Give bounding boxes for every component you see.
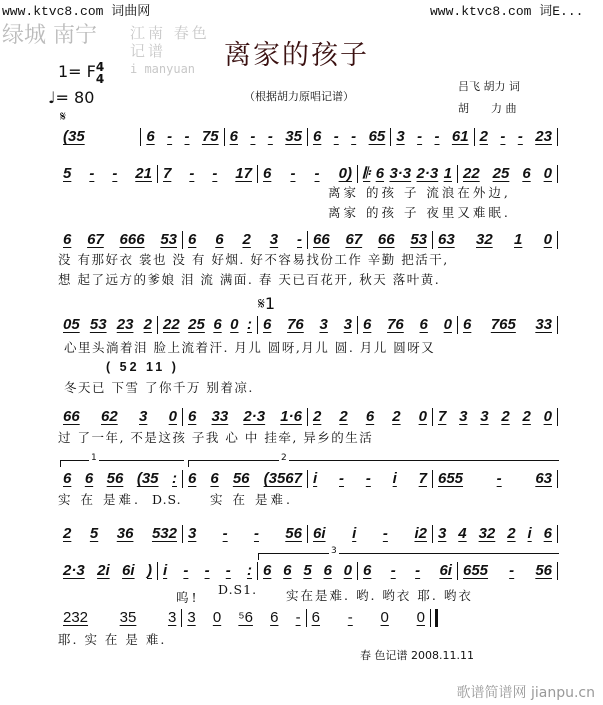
note-group: 6i: [313, 525, 326, 542]
note-group: 0: [212, 609, 222, 626]
note-group: 2: [313, 408, 322, 425]
measure: [458, 316, 557, 334]
note-group: -: [415, 562, 421, 579]
lyric-line: 实在是难. 哟. 哟衣 耶. 哟衣: [286, 588, 473, 603]
note-group: 5: [89, 525, 99, 542]
note-group: -: [253, 525, 259, 542]
note-group: -: [184, 128, 190, 145]
note-group: 6: [522, 165, 531, 182]
measure: [58, 562, 157, 580]
ds1-mark: D.S1.: [218, 582, 258, 597]
note-group: ): [146, 562, 152, 579]
volta-2-label: 2: [281, 453, 287, 463]
note-group: 6: [84, 470, 94, 487]
note-group: 666: [119, 231, 145, 248]
measure: [307, 609, 430, 627]
note-group: 21: [135, 165, 152, 182]
note-group: 25: [492, 165, 510, 182]
note-group: -: [434, 128, 440, 145]
barline: [430, 609, 438, 627]
note-group: 3: [269, 231, 279, 248]
note-group: -: [500, 128, 506, 145]
note-group: 655: [463, 562, 489, 579]
note-group: 2: [392, 408, 401, 425]
note-group: 67: [345, 231, 363, 248]
note-group: 3: [438, 525, 447, 542]
note-group: 6: [270, 609, 279, 626]
time-signature: [96, 61, 104, 85]
note-group: -: [267, 128, 273, 145]
note-group: 2·3: [63, 562, 85, 579]
lyric-line: 心里头淌着泪 脸上流着汗. 月儿 圆呀,月儿 圆. 月儿 圆呀又: [64, 340, 436, 355]
measure: [433, 525, 557, 543]
measure: [182, 609, 305, 627]
note-group: 0: [168, 408, 177, 425]
measure: [58, 525, 182, 543]
note-group: -: [167, 128, 173, 145]
note-group: 0: [543, 231, 552, 248]
note-group: 765: [490, 316, 516, 333]
note-group: -: [347, 609, 353, 626]
note-group: 532: [151, 525, 177, 542]
note-group: 6: [213, 316, 222, 333]
key-text: 1= F: [58, 62, 96, 81]
note-group: 1·6: [280, 408, 302, 425]
lyric-line: 想 起了远方的爹娘 泪 流 满面. 春 天已百花开, 秋天 落叶黄.: [58, 272, 441, 287]
note-group: (35: [136, 470, 159, 487]
measure: [183, 231, 307, 249]
barline: [557, 316, 558, 334]
note-group: 76: [287, 316, 304, 333]
note-group: i: [392, 470, 397, 487]
barline: [557, 408, 558, 426]
note-group: 5: [303, 562, 312, 579]
note-group: 232: [63, 609, 89, 626]
measure: [308, 525, 432, 543]
note-group: 3: [343, 316, 352, 333]
note-group: 56: [535, 562, 552, 579]
notation-row: [58, 316, 558, 334]
note-group: 53: [410, 231, 427, 248]
lyric-line: 呜!: [176, 590, 200, 605]
measure: [458, 165, 557, 183]
note-group: 7: [438, 408, 447, 425]
note-group: 25: [188, 316, 205, 333]
notation-row: [58, 231, 558, 249]
measure: [358, 316, 457, 334]
note-group: -: [496, 470, 502, 487]
barline: [557, 470, 558, 488]
measure: [58, 609, 181, 627]
note-group: (3567: [263, 470, 302, 487]
note-group: 3: [188, 525, 197, 542]
note-group: -: [517, 128, 523, 145]
note-group: 63: [438, 231, 455, 248]
note-group: 6: [543, 525, 552, 542]
note-group: 6: [375, 165, 385, 182]
lyric-line: 离家 的孩 子 夜里又难眠.: [328, 205, 511, 220]
note-group: i: [163, 562, 168, 579]
note-group: 6: [263, 562, 272, 579]
note-group: 𝄆: [363, 165, 371, 182]
note-group: 0: [443, 316, 452, 333]
note-group: 75: [201, 128, 219, 145]
tempo-mark: ♩= 80: [48, 88, 95, 107]
note-group: 32: [478, 525, 496, 542]
measure: [475, 128, 557, 146]
note-group: -: [297, 231, 302, 248]
key-signature: [58, 60, 104, 85]
note-group: 3: [396, 128, 405, 145]
note-group: :: [247, 316, 252, 333]
watermark-bottom[interactable]: 歌谱简谱网 jianpu.cn: [456, 685, 595, 701]
note-group: 35: [119, 609, 137, 626]
watermark-latin: i manyuan: [130, 62, 196, 76]
volta-1-label: 1: [91, 453, 97, 463]
measure: [183, 408, 307, 426]
paren-notes: ( 52 11 ): [106, 360, 179, 374]
note-group: 6: [323, 562, 332, 579]
note-group: 2: [242, 231, 251, 248]
note-group: 0: [380, 609, 389, 626]
note-group: 22: [163, 316, 180, 333]
note-group: 05: [63, 316, 80, 333]
volta-3-label: 3: [331, 546, 337, 556]
note-group: 53: [160, 231, 177, 248]
barline: [557, 562, 558, 580]
note-group: 6: [188, 231, 197, 248]
measure: [458, 562, 557, 580]
volta-2: [188, 453, 559, 467]
barline: [557, 525, 558, 543]
notation-row: [58, 408, 558, 426]
note-group: 33: [535, 316, 552, 333]
note-group: 22: [463, 165, 480, 182]
measure: [258, 165, 357, 183]
notation-row: [58, 562, 558, 580]
note-group: -: [189, 165, 195, 182]
note-group: 3: [187, 609, 196, 626]
composer-credit: 胡 力 曲: [458, 102, 517, 115]
note-group: 23: [116, 316, 134, 333]
measure: [433, 408, 557, 426]
measure: [225, 128, 307, 146]
note-group: 6: [63, 231, 72, 248]
measure: [433, 231, 557, 249]
note-group: 56: [232, 470, 250, 487]
note-group: 63: [535, 470, 552, 487]
note-group: 35: [285, 128, 302, 145]
note-group: :: [172, 470, 177, 487]
note-group: 7: [163, 165, 172, 182]
barline: [557, 165, 558, 183]
note-group: 3: [459, 408, 468, 425]
note-group: 2·3: [243, 408, 266, 425]
note-group: 6: [229, 128, 238, 145]
note-group: 67: [87, 231, 104, 248]
note-group: -: [290, 165, 296, 182]
measure: [391, 128, 473, 146]
note-group: 6: [146, 128, 155, 145]
note-group: -: [225, 562, 231, 579]
lyric-line: 实 在 是难.: [58, 492, 141, 507]
note-group: 5: [63, 165, 72, 182]
barline: [557, 128, 558, 146]
watermark-mid: 江南 春色记谱: [130, 24, 210, 60]
note-group: i2: [414, 525, 427, 542]
note-group: 2: [507, 525, 516, 542]
measure: [308, 470, 432, 488]
measure: [308, 128, 390, 146]
note-group: 6i: [122, 562, 135, 579]
note-group: ⁵6: [238, 609, 253, 626]
ds-mark: D.S.: [152, 492, 182, 507]
notation-row: [58, 128, 558, 146]
measure: [358, 165, 457, 183]
note-group: 66: [313, 231, 330, 248]
note-group: 2: [479, 128, 488, 145]
transcriber-footer: 春 色记谱 2008.11.11: [360, 649, 474, 662]
measure: [58, 231, 182, 249]
note-group: :: [246, 562, 252, 579]
note-group: 56: [285, 525, 302, 542]
note-group: 1: [443, 165, 452, 182]
measure: [183, 525, 307, 543]
measure: [158, 562, 257, 580]
segno1-mark: 𝄋1: [258, 294, 276, 313]
note-group: 3: [139, 408, 148, 425]
note-group: -: [333, 128, 339, 145]
note-group: 62: [101, 408, 118, 425]
note-group: 6: [363, 316, 372, 333]
note-group: 3·3: [389, 165, 412, 182]
volta-3: [258, 546, 559, 560]
measure: [58, 316, 157, 334]
measure: [58, 128, 140, 146]
note-group: -: [89, 165, 95, 182]
note-group: 66: [63, 408, 80, 425]
note-group: 0: [230, 316, 239, 333]
note-group: 76: [387, 316, 404, 333]
note-group: 23: [535, 128, 552, 145]
note-group: 0: [418, 408, 427, 425]
lyric-line: 离家 的孩 子 流浪在外边,: [328, 185, 511, 200]
note-group: -: [339, 470, 344, 487]
note-group: 0: [416, 609, 425, 626]
note-group: -: [295, 609, 301, 626]
note-group: 6: [63, 470, 72, 487]
note-group: -: [382, 525, 388, 542]
note-group: 56: [106, 470, 124, 487]
note-group: 65: [368, 128, 386, 145]
note-group: 0: [543, 165, 552, 182]
note-group: 53: [89, 316, 107, 333]
note-group: 2: [501, 408, 510, 425]
note-group: 6: [263, 165, 272, 182]
notation-row: [58, 470, 558, 488]
measure: [358, 562, 457, 580]
note-group: 655: [438, 470, 464, 487]
notation-row: [58, 609, 438, 627]
notation-row: [58, 165, 558, 183]
note-group: 2: [63, 525, 72, 542]
measure: [58, 408, 182, 426]
measure: [58, 470, 182, 488]
note-group: 6: [463, 316, 472, 333]
note-group: -: [365, 470, 371, 487]
note-group: 33: [211, 408, 229, 425]
measure: [308, 231, 432, 249]
note-group: -: [417, 128, 423, 145]
note-group: 17: [235, 165, 252, 182]
note-group: -: [250, 128, 256, 145]
note-group: 1: [514, 231, 523, 248]
note-group: -: [390, 562, 396, 579]
note-group: 36: [116, 525, 134, 542]
measure: [258, 316, 357, 334]
measure: [158, 316, 257, 334]
note-group: 6: [210, 470, 219, 487]
note-group: -: [351, 128, 357, 145]
note-group: -: [509, 562, 515, 579]
note-group: 6: [363, 562, 372, 579]
measure: [158, 165, 257, 183]
lyric-line: 耶. 实 在 是 难.: [58, 632, 167, 647]
note-group: -: [314, 165, 320, 182]
note-group: 2i: [97, 562, 110, 579]
site-header-right[interactable]: www.ktvc8.com 词E...: [430, 4, 584, 19]
note-group: 4: [458, 525, 467, 542]
note-group: i: [527, 525, 532, 542]
note-group: 3: [319, 316, 328, 333]
watermark-left: 绿城 南宁: [2, 23, 97, 48]
note-group: 2: [339, 408, 348, 425]
note-group: 6: [365, 408, 375, 425]
note-group: -: [204, 562, 210, 579]
note-group: 0: [343, 562, 352, 579]
measure: [141, 128, 223, 146]
song-title: 离家的孩子: [224, 40, 369, 71]
note-group: (35: [63, 128, 85, 145]
note-group: 61: [451, 128, 469, 145]
measure: [308, 408, 432, 426]
note-group: -: [212, 165, 218, 182]
measure: [433, 470, 557, 488]
note-group: -: [183, 562, 189, 579]
note-group: 2: [522, 408, 531, 425]
note-group: 3: [167, 609, 177, 626]
lyric-line: 没 有那好衣 裳也 没 有 好烟. 好不容易找份工作 辛勤 把活干,: [58, 252, 449, 267]
note-group: 7: [418, 470, 427, 487]
note-group: 32: [476, 231, 493, 248]
note-group: 6: [311, 609, 320, 626]
note-group: 0: [543, 408, 552, 425]
lyric-line: 冬天已 下雪 了你千万 别着凉.: [64, 380, 254, 395]
lyric-line: 过 了一年, 不是这孩 子我 心 中 挂牵, 异乡的生活: [58, 430, 374, 445]
note-group: 3: [480, 408, 489, 425]
note-group: 2·3: [416, 165, 439, 182]
note-group: 6: [263, 316, 272, 333]
note-group: 6: [188, 470, 197, 487]
time-top: 4: [95, 59, 105, 74]
note-group: 0): [338, 165, 352, 182]
measure: [58, 165, 157, 183]
measure: [258, 562, 357, 580]
volta-1: [60, 453, 184, 467]
lyricist-credit: 吕飞 胡力 词: [458, 80, 520, 93]
note-group: -: [112, 165, 118, 182]
lyric-line: 实 在 是难.: [210, 492, 293, 507]
note-group: 6: [215, 231, 224, 248]
note-group: 2: [143, 316, 152, 333]
note-group: 6: [188, 408, 197, 425]
note-group: 6: [419, 316, 428, 333]
song-subtitle: （根据胡力原唱记谱）: [244, 90, 354, 103]
note-group: 6i: [439, 562, 452, 579]
measure: [183, 470, 307, 488]
note-group: 66: [377, 231, 395, 248]
note-group: i: [313, 470, 318, 487]
note-group: -: [222, 525, 228, 542]
note-group: 6: [312, 128, 322, 145]
notation-row: [58, 525, 558, 543]
note-group: 6: [283, 562, 292, 579]
barline: [557, 231, 558, 249]
site-header-left[interactable]: www.ktvc8.com 词曲网: [2, 4, 151, 19]
segno-mark: 𝄋: [60, 109, 67, 125]
note-group: i: [352, 525, 357, 542]
time-bottom: 4: [95, 71, 105, 86]
